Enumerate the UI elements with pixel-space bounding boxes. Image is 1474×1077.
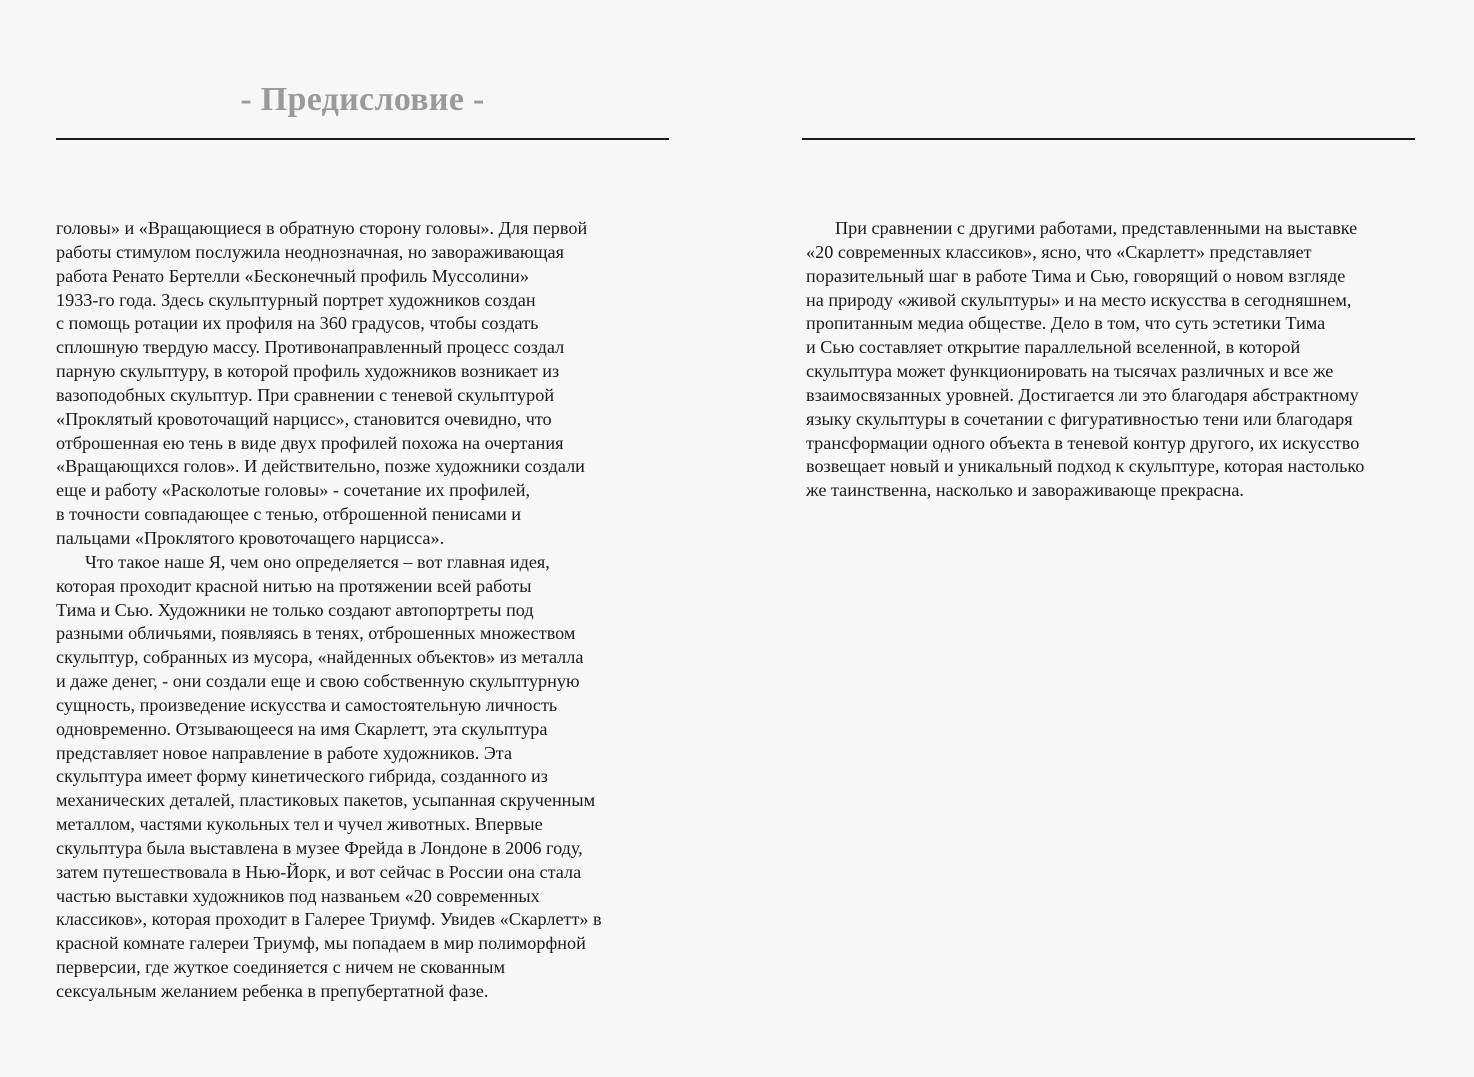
text-line: вазоподобных скульптур. При сравнении с теневой скульптурой xyxy=(56,384,555,405)
text-line: скульптура имеет форму кинетического гибрида, созданного из xyxy=(56,766,548,787)
text-line: трансформации одного объекта в теневой контур другого, их искусство xyxy=(806,432,1360,453)
text-line: Что такое наше Я, чем оно определяется – вот главная идея, xyxy=(85,551,550,572)
text-line: работы стимулом послужила неоднозначная, но завораживающая xyxy=(56,241,564,262)
text-line: сплошную твердую массу. Противонаправленный процесс создал xyxy=(56,337,565,358)
text-line: же таинственна, насколько и завораживающе прекрасна. xyxy=(806,480,1244,501)
text-line: пропитанным медиа обществе. Дело в том, что суть эстетики Тима xyxy=(806,313,1326,334)
text-line: головы» и «Вращающиеся в обратную сторону головы». Для первой xyxy=(56,218,588,238)
text-line: в точности совпадающее с тенью, отброшенной пенисами и xyxy=(56,504,522,525)
right-header-rule xyxy=(802,138,1415,140)
text-line: сущность, произведение искусства и самостоятельную личность xyxy=(56,694,558,715)
text-line: металлом, частями кукольных тел и чучел животных. Впервые xyxy=(56,814,543,835)
text-line: разными обличьями, появляясь в тенях, отброшенных множеством xyxy=(56,623,576,644)
text-line: скульптур, собранных из мусора, «найденных объектов» из металла xyxy=(56,647,584,668)
text-line: «20 современных классиков», ясно, что «Скарлетт» представляет xyxy=(806,241,1312,262)
text-line: с помощь ротации их профиля на 360 градусов, чтобы создать xyxy=(56,313,539,334)
left-header-rule xyxy=(56,138,669,140)
text-line: частью выставки художников под названьем «20 современных xyxy=(56,885,540,906)
text-line: которая проходит красной нитью на протяжении всей работы xyxy=(56,575,532,596)
left-page-text xyxy=(56,217,676,1004)
text-line: поразительный шаг в работе Тима и Сью, говорящий о новом взгляде xyxy=(806,265,1346,286)
text-line: красной комнате галереи Триумф, мы попадаем в мир полиморфной xyxy=(56,933,586,954)
text-line: механических деталей, пластиковых пакетов, усыпанная скрученным xyxy=(56,790,596,811)
text-line: классиков», которая проходит в Галерее Триумф. Увидев «Скарлетт» в xyxy=(56,909,602,930)
right-page-text xyxy=(806,217,1422,503)
text-line: 1933-го года. Здесь скульптурный портрет художников создан xyxy=(56,289,536,310)
text-line: Тима и Сью. Художники не только создают автопортреты под xyxy=(56,599,534,620)
text-line: При сравнении с другими работами, представленными на выставке xyxy=(835,218,1358,238)
text-line: парную скульптуру, в которой профиль художников возникает из xyxy=(56,361,560,382)
text-line: пальцами «Проклятого кровоточащего нарцисса». xyxy=(56,527,445,548)
text-line: взаимосвязанных уровней. Достигается ли это благодаря абстрактному xyxy=(806,384,1359,405)
text-line: еще и работу «Расколотые головы» - сочетание их профилей, xyxy=(56,480,531,501)
text-line: одновременно. Отзывающееся на имя Скарлетт, эта скульптура xyxy=(56,718,548,739)
page-title: - Предисловие - xyxy=(240,81,485,118)
text-line: «Вращающихся голов». И действительно, позже художники создали xyxy=(56,456,585,477)
text-line: представляет новое направление в работе художников. Эта xyxy=(56,742,513,763)
text-line: затем путешествовала в Нью-Йорк, и вот сейчас в России она стала xyxy=(56,861,582,882)
text-line: скульптура может функционировать на тысячах различных и все же xyxy=(806,361,1334,382)
text-line: скульптура была выставлена в музее Фрейда в Лондоне в 2006 году, xyxy=(56,837,583,858)
text-line: языку скульптуры в сочетании с фигуративностью тени или благодаря xyxy=(806,408,1353,429)
text-line: отброшенная ею тень в виде двух профилей похожа на очертания xyxy=(56,432,564,453)
text-line: сексуальным желанием ребенка в препубертатной фазе. xyxy=(56,981,489,1001)
text-line: и Сью составляет открытие параллельной вселенной, в которой xyxy=(806,337,1301,358)
text-line: возвещает новый и уникальный подход к скульптуре, которая настолько xyxy=(806,456,1365,477)
text-line: перверсии, где жуткое соединяется с ничем не скованным xyxy=(56,957,506,978)
text-line: и даже денег, - они создали еще и свою собственную скульптурную xyxy=(56,671,580,692)
text-line: на природу «живой скульптуры» и на место искусства в сегодняшнем, xyxy=(806,289,1352,310)
text-line: «Проклятый кровоточащий нарцисс», становится очевидно, что xyxy=(56,408,552,429)
text-line: работа Ренато Бертелли «Бесконечный профиль Муссолини» xyxy=(56,265,529,286)
